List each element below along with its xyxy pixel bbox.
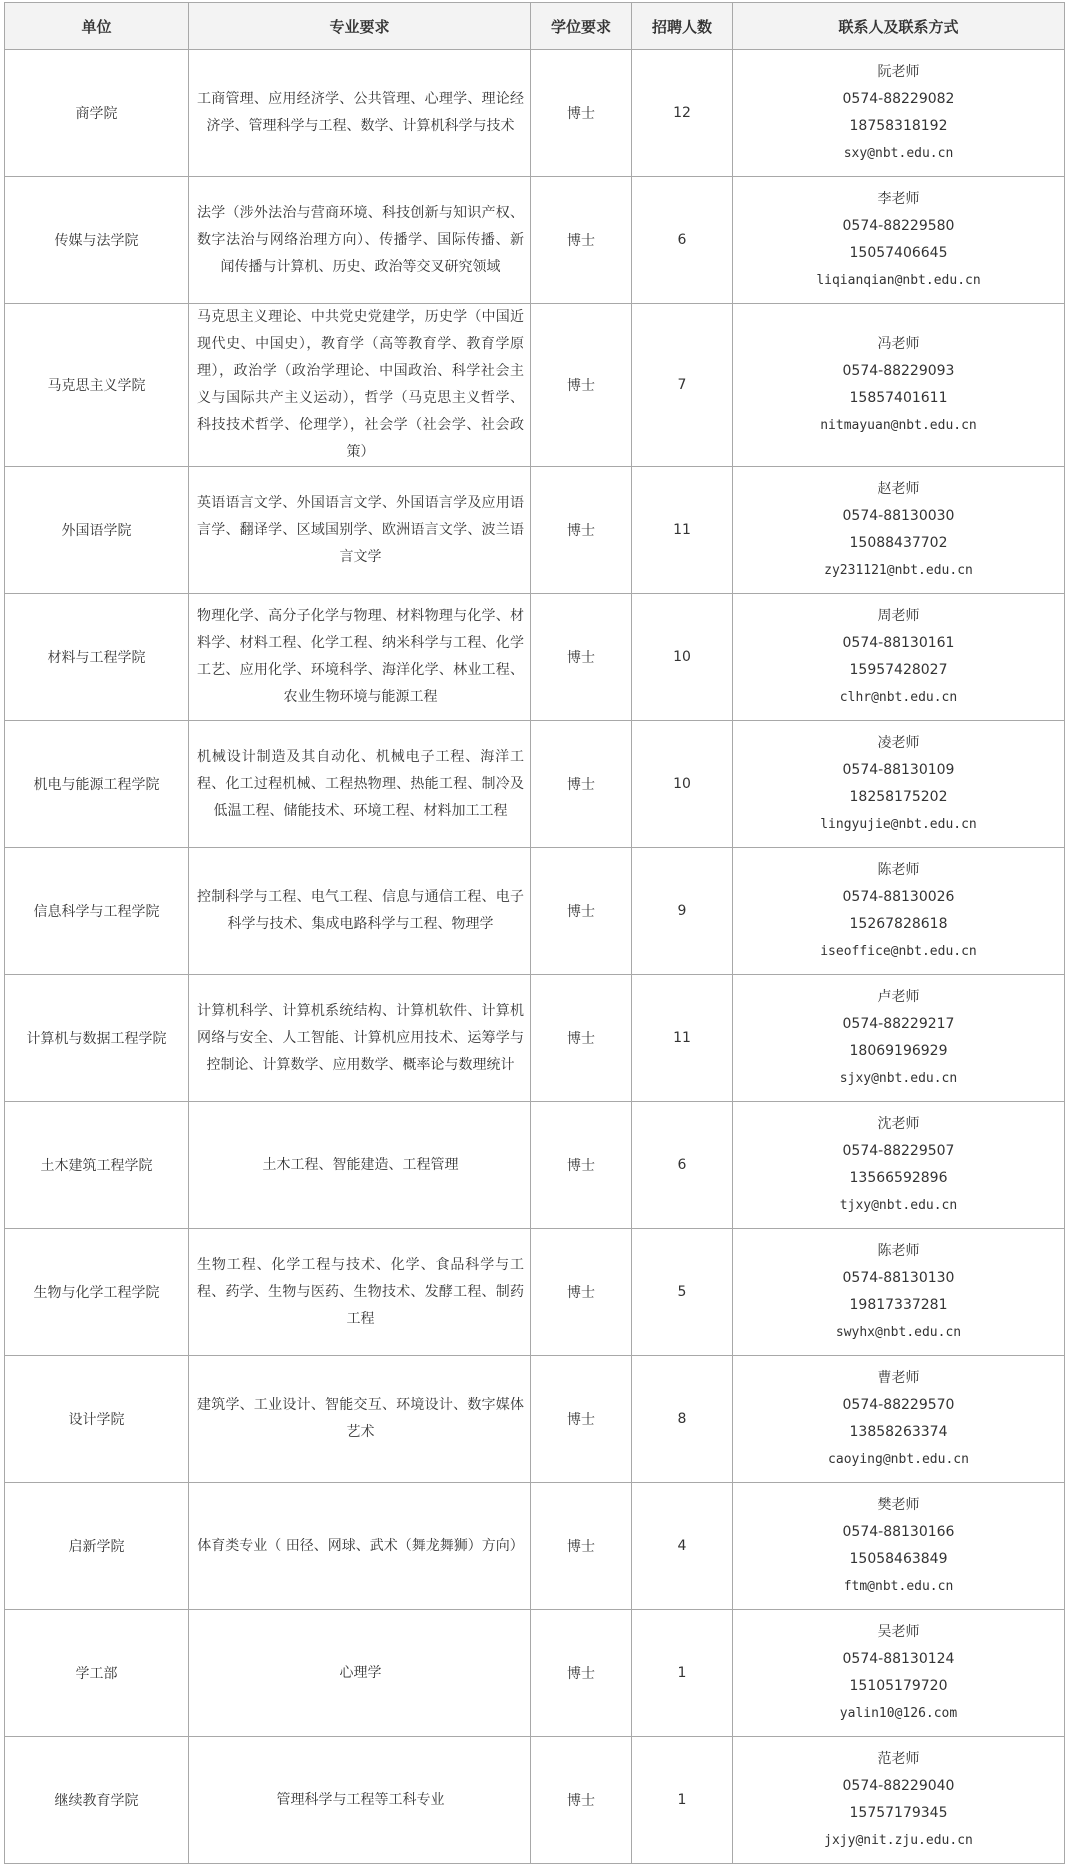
count-cell: [632, 50, 733, 177]
major-requirement: 体育类专业（ 田径、网球、武术（舞龙舞狮）方向）: [197, 1537, 524, 1554]
contact-cell: [733, 50, 1065, 177]
count-cell: [632, 467, 733, 594]
contact-email: iseoffice@nbt.edu.cn: [820, 944, 977, 959]
hiring-count: 6: [677, 232, 687, 248]
contact-mobile: 13566592896: [849, 1170, 948, 1186]
unit-cell: [5, 50, 189, 177]
contact-cell: [733, 1483, 1065, 1610]
contact-cell: [733, 594, 1065, 721]
contact-mobile: 18258175202: [849, 789, 948, 805]
contact-email: caoying@nbt.edu.cn: [828, 1452, 969, 1467]
table-row: [5, 1483, 1065, 1610]
table-row: [5, 1737, 1065, 1864]
count-cell: [632, 1610, 733, 1737]
major-cell: [189, 848, 531, 975]
degree-requirement: 博士: [567, 1031, 595, 1047]
count-cell: [632, 177, 733, 304]
contact-cell: [733, 1356, 1065, 1483]
degree-cell: [531, 1356, 632, 1483]
contact-mobile: 15088437702: [849, 535, 948, 551]
contact-phone: 0574-88229082: [842, 91, 955, 107]
unit-name: 马克思主义学院: [47, 378, 146, 394]
hiring-count: 8: [677, 1411, 687, 1427]
contact-name: 周老师: [877, 608, 920, 624]
contact-phone: 0574-88130026: [842, 889, 955, 905]
degree-cell: [531, 848, 632, 975]
degree-cell: [531, 975, 632, 1102]
contact-mobile: 15957428027: [849, 662, 948, 678]
contact-name: 陈老师: [877, 862, 920, 878]
table-row: [5, 467, 1065, 594]
contact-email: nitmayuan@nbt.edu.cn: [820, 418, 977, 433]
degree-requirement: 博士: [567, 1539, 595, 1555]
degree-requirement: 博士: [567, 777, 595, 793]
table-row: [5, 975, 1065, 1102]
table-row: [5, 50, 1065, 177]
degree-requirement: 博士: [567, 378, 595, 394]
hiring-count: 6: [677, 1157, 687, 1173]
contact-phone: 0574-88229217: [842, 1016, 955, 1032]
major-cell: [189, 1229, 531, 1356]
table-row: [5, 177, 1065, 304]
unit-name: 材料与工程学院: [47, 650, 146, 666]
contact-email: sxy@nbt.edu.cn: [843, 146, 954, 161]
hiring-count: 9: [677, 903, 687, 919]
contact-name: 阮老师: [877, 64, 920, 80]
degree-requirement: 博士: [567, 106, 595, 122]
contact-phone: 0574-88130124: [842, 1651, 955, 1667]
major-requirement: 生物工程、化学工程与技术、化学、食品科学与工程、药学、生物与医药、生物技术、发酵工程、制药工程: [197, 1256, 524, 1327]
contact-name: 李老师: [877, 191, 920, 207]
unit-cell: [5, 594, 189, 721]
unit-cell: [5, 177, 189, 304]
unit-cell: [5, 1229, 189, 1356]
contact-mobile: 15105179720: [849, 1678, 948, 1694]
contact-mobile: 15267828618: [849, 916, 948, 932]
unit-cell: [5, 1737, 189, 1864]
major-requirement: 法学（涉外法治与营商环境、科技创新与知识产权、数字法治与网络治理方向）、传播学、国际传播、新闻传播与计算机、历史、政治等交叉研究领域: [197, 204, 524, 275]
contact-mobile: 18069196929: [849, 1043, 948, 1059]
table-row: [5, 1229, 1065, 1356]
contact-email: zy231121@nbt.edu.cn: [824, 563, 973, 578]
unit-cell: [5, 1483, 189, 1610]
degree-requirement: 博士: [567, 1793, 595, 1809]
contact-phone: 0574-88229570: [842, 1397, 955, 1413]
degree-cell: [531, 467, 632, 594]
contact-name: 曹老师: [877, 1370, 920, 1386]
unit-cell: [5, 304, 189, 467]
major-cell: [189, 1610, 531, 1737]
degree-requirement: 博士: [567, 1285, 595, 1301]
major-requirement: 英语语言文学、外国语言文学、外国语言学及应用语言学、翻译学、区域国别学、欧洲语言文学、波兰语言文学: [197, 494, 524, 565]
contact-phone: 0574-88130161: [842, 635, 955, 651]
major-cell: [189, 467, 531, 594]
contact-mobile: 19817337281: [849, 1297, 948, 1313]
major-requirement: 管理科学与工程等工科专业: [276, 1791, 445, 1808]
contact-cell: [733, 721, 1065, 848]
table-row: [5, 721, 1065, 848]
contact-mobile: 15058463849: [849, 1551, 948, 1567]
major-requirement: 物理化学、高分子化学与物理、材料物理与化学、材料学、材料工程、化学工程、纳米科学与工程、化学工艺、应用化学、环境科学、海洋化学、林业工程、农业生物环境与能源工程: [197, 608, 524, 705]
table-body: [5, 50, 1065, 1864]
contact-name: 吴老师: [877, 1624, 920, 1640]
degree-cell: [531, 177, 632, 304]
contact-phone: 0574-88229507: [842, 1143, 955, 1159]
hiring-count: 11: [673, 522, 691, 538]
contact-phone: 0574-88130166: [842, 1524, 955, 1540]
contact-mobile: 15757179345: [849, 1805, 948, 1821]
contact-cell: [733, 467, 1065, 594]
hiring-count: 4: [677, 1538, 687, 1554]
table-row: [5, 1610, 1065, 1737]
degree-cell: [531, 1102, 632, 1229]
count-cell: [632, 1483, 733, 1610]
contact-mobile: 18758318192: [849, 118, 948, 134]
contact-name: 冯老师: [877, 336, 920, 352]
hiring-count: 10: [673, 776, 691, 792]
degree-requirement: 博士: [567, 1158, 595, 1174]
major-cell: [189, 1737, 531, 1864]
degree-cell: [531, 721, 632, 848]
major-requirement: 计算机科学、计算机系统结构、计算机软件、计算机网络与安全、人工智能、计算机应用技术、运筹学与控制论、计算数学、应用数学、概率论与数理统计: [197, 1002, 524, 1073]
count-cell: [632, 975, 733, 1102]
hiring-count: 7: [677, 377, 687, 393]
header-degree: 学位要求: [531, 3, 632, 50]
contact-email: jxjy@nit.zju.edu.cn: [824, 1833, 973, 1848]
contact-email: clhr@nbt.edu.cn: [839, 690, 958, 705]
count-cell: [632, 1229, 733, 1356]
count-cell: [632, 1737, 733, 1864]
count-cell: [632, 304, 733, 467]
major-requirement: 建筑学、工业设计、智能交互、环境设计、数字媒体艺术: [197, 1397, 524, 1440]
major-cell: [189, 594, 531, 721]
major-cell: [189, 304, 531, 467]
contact-name: 赵老师: [877, 481, 920, 497]
unit-name: 计算机与数据工程学院: [26, 1031, 167, 1047]
unit-cell: [5, 848, 189, 975]
contact-email: ftm@nbt.edu.cn: [843, 1579, 954, 1594]
degree-cell: [531, 50, 632, 177]
table-row: [5, 594, 1065, 721]
unit-name: 启新学院: [68, 1539, 125, 1555]
major-cell: [189, 1483, 531, 1610]
major-requirement: 马克思主义理论、中共党史党建学，历史学（中国近现代史、中国史），教育学（高等教育学、教育学原理），政治学（政治学理论、中国政治、科学社会主义与国际共产主义运动），哲学（马克思主义哲学、科技技术哲学、伦理学），社会学（社会学、社会政策）: [197, 309, 524, 460]
degree-cell: [531, 1610, 632, 1737]
contact-phone: 0574-88229580: [842, 218, 955, 234]
unit-cell: [5, 467, 189, 594]
contact-cell: [733, 177, 1065, 304]
count-cell: [632, 1356, 733, 1483]
contact-name: 沈老师: [877, 1116, 920, 1132]
contact-mobile: 15057406645: [849, 245, 948, 261]
contact-name: 樊老师: [877, 1497, 920, 1513]
contact-cell: [733, 1229, 1065, 1356]
major-requirement: 控制科学与工程、电气工程、信息与通信工程、电子科学与技术、集成电路科学与工程、物理学: [197, 889, 524, 932]
degree-requirement: 博士: [567, 1412, 595, 1428]
major-cell: [189, 975, 531, 1102]
degree-cell: [531, 1229, 632, 1356]
unit-cell: [5, 1356, 189, 1483]
count-cell: [632, 1102, 733, 1229]
major-cell: [189, 1356, 531, 1483]
table-row: [5, 848, 1065, 975]
contact-email: yalin10@126.com: [839, 1706, 958, 1721]
contact-mobile: 15857401611: [849, 390, 948, 406]
major-requirement: 机械设计制造及其自动化、机械电子工程、海洋工程、化工过程机械、工程热物理、热能工程、制冷及低温工程、储能技术、环境工程、材料加工工程: [197, 748, 524, 819]
unit-name: 机电与能源工程学院: [33, 777, 160, 793]
table-row: [5, 304, 1065, 467]
degree-requirement: 博士: [567, 523, 595, 539]
contact-email: lingyujie@nbt.edu.cn: [820, 817, 977, 832]
contact-cell: [733, 848, 1065, 975]
contact-name: 凌老师: [877, 735, 920, 751]
contact-name: 陈老师: [877, 1243, 920, 1259]
contact-email: tjxy@nbt.edu.cn: [839, 1198, 958, 1213]
contact-phone: 0574-88229093: [842, 363, 955, 379]
contact-name: 范老师: [877, 1751, 920, 1767]
header-row: [5, 3, 1065, 50]
table-header: [5, 3, 1065, 50]
hiring-count: 1: [677, 1792, 687, 1808]
contact-cell: [733, 304, 1065, 467]
hiring-count: 12: [673, 105, 691, 121]
contact-cell: [733, 1102, 1065, 1229]
header-count: 招聘人数: [632, 3, 733, 50]
unit-name: 生物与化学工程学院: [33, 1285, 160, 1301]
header-contact: 联系人及联系方式: [733, 3, 1065, 50]
major-requirement: 土木工程、智能建造、工程管理: [262, 1156, 459, 1173]
major-requirement: 心理学: [339, 1664, 382, 1681]
header-major: 专业要求: [189, 3, 531, 50]
count-cell: [632, 848, 733, 975]
hiring-count: 5: [677, 1284, 687, 1300]
unit-name: 学工部: [75, 1666, 118, 1682]
contact-email: liqianqian@nbt.edu.cn: [816, 273, 981, 288]
unit-name: 信息科学与工程学院: [33, 904, 160, 920]
unit-name: 外国语学院: [61, 523, 132, 539]
contact-email: swyhx@nbt.edu.cn: [835, 1325, 962, 1340]
degree-cell: [531, 594, 632, 721]
hiring-count: 10: [673, 649, 691, 665]
major-requirement: 工商管理、应用经济学、公共管理、心理学、理论经济学、管理科学与工程、数学、计算机科学与技术: [197, 91, 524, 134]
degree-requirement: 博士: [567, 233, 595, 249]
unit-name: 设计学院: [68, 1412, 125, 1428]
degree-requirement: 博士: [567, 650, 595, 666]
recruitment-table: [4, 2, 1065, 1864]
degree-cell: [531, 1483, 632, 1610]
table-row: [5, 1102, 1065, 1229]
header-unit: 单位: [5, 3, 189, 50]
contact-mobile: 13858263374: [849, 1424, 948, 1440]
degree-cell: [531, 304, 632, 467]
contact-cell: [733, 975, 1065, 1102]
unit-cell: [5, 975, 189, 1102]
unit-name: 继续教育学院: [54, 1793, 139, 1809]
unit-name: 土木建筑工程学院: [40, 1158, 153, 1174]
contact-phone: 0574-88130030: [842, 508, 955, 524]
contact-phone: 0574-88130130: [842, 1270, 955, 1286]
unit-cell: [5, 721, 189, 848]
degree-requirement: 博士: [567, 1666, 595, 1682]
major-cell: [189, 721, 531, 848]
degree-requirement: 博士: [567, 904, 595, 920]
major-cell: [189, 1102, 531, 1229]
contact-cell: [733, 1737, 1065, 1864]
unit-cell: [5, 1102, 189, 1229]
hiring-count: 11: [673, 1030, 691, 1046]
contact-phone: 0574-88130109: [842, 762, 955, 778]
table-row: [5, 1356, 1065, 1483]
major-cell: [189, 50, 531, 177]
major-cell: [189, 177, 531, 304]
hiring-count: 1: [677, 1665, 687, 1681]
count-cell: [632, 721, 733, 848]
contact-cell: [733, 1610, 1065, 1737]
unit-name: 商学院: [75, 106, 118, 122]
contact-phone: 0574-88229040: [842, 1778, 955, 1794]
degree-cell: [531, 1737, 632, 1864]
count-cell: [632, 594, 733, 721]
contact-email: sjxy@nbt.edu.cn: [839, 1071, 958, 1086]
contact-name: 卢老师: [877, 989, 920, 1005]
unit-name: 传媒与法学院: [54, 233, 139, 249]
unit-cell: [5, 1610, 189, 1737]
